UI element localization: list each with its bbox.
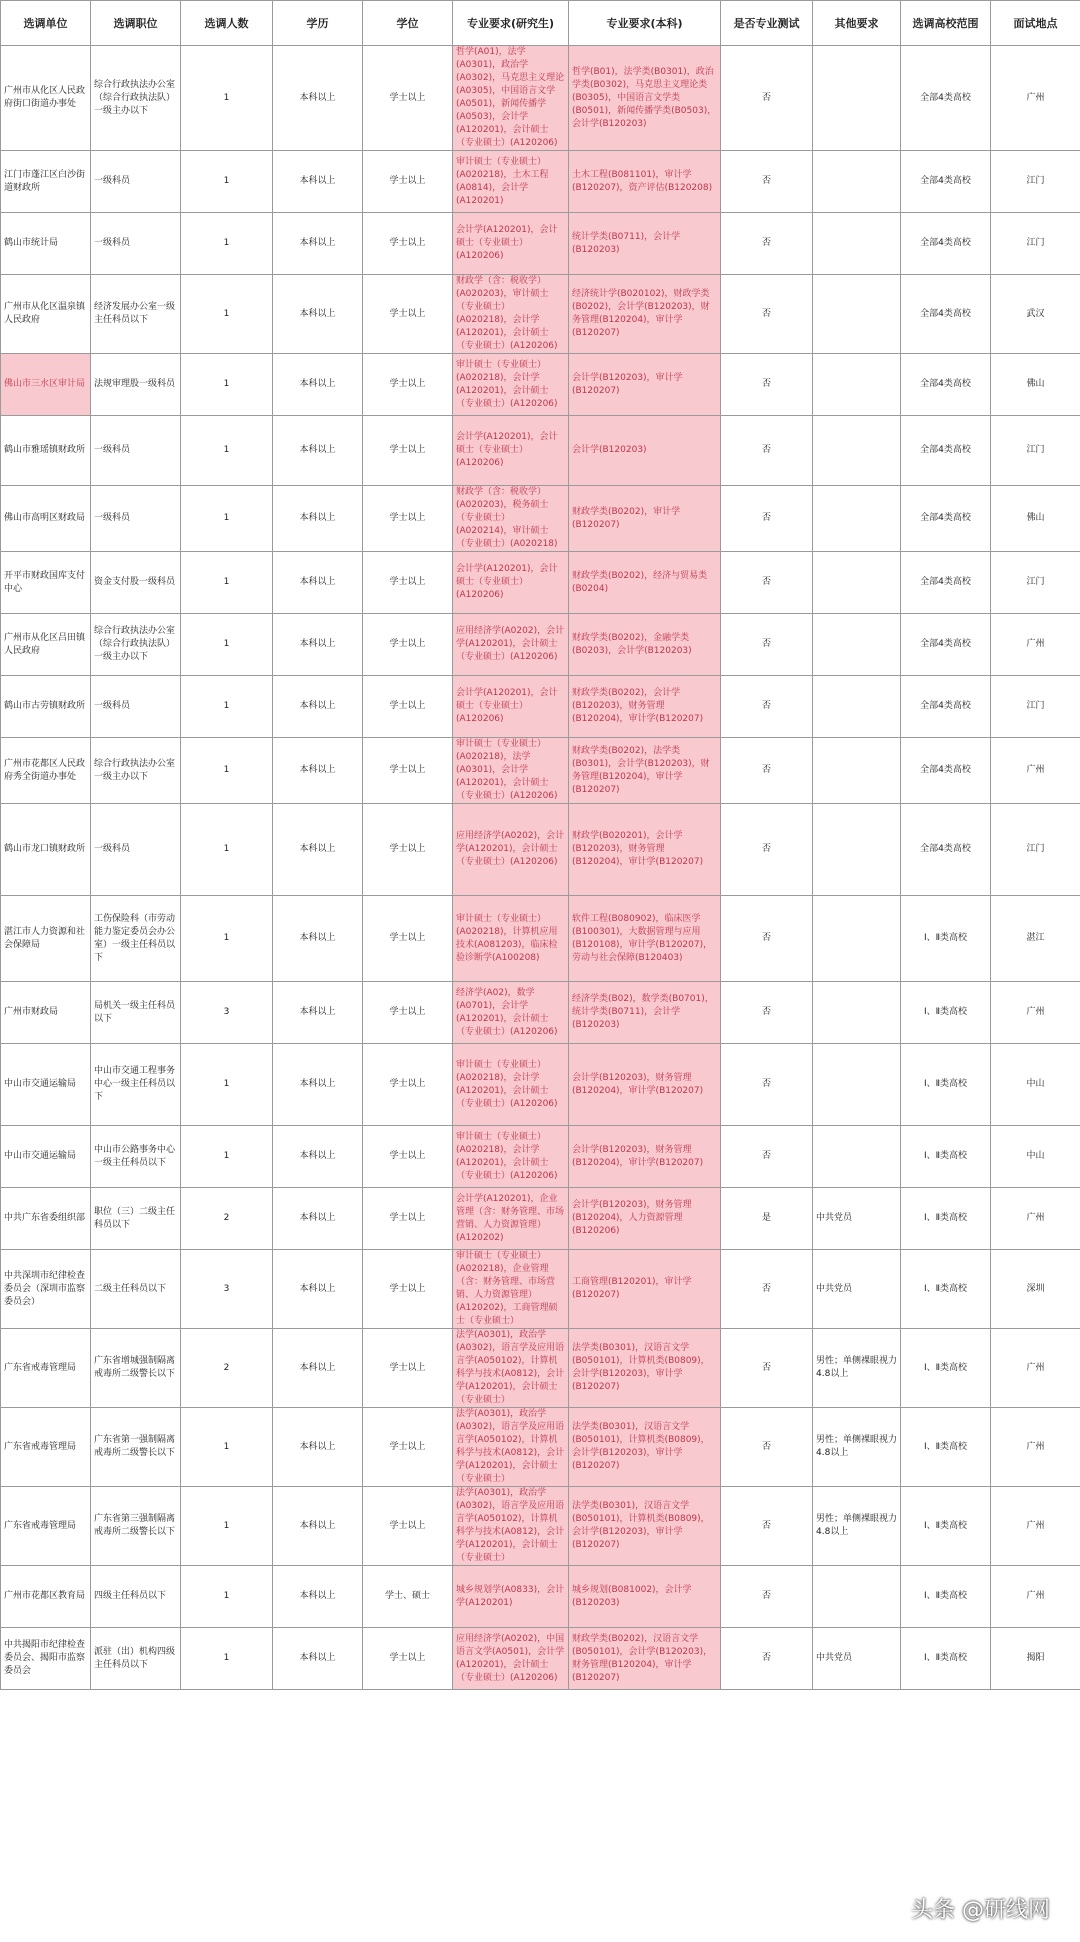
degree-cell: 学士以上 [363, 151, 453, 213]
column-header: 面试地点 [991, 1, 1080, 46]
column-header: 是否专业测试 [721, 1, 813, 46]
table-row [1, 151, 1080, 213]
education-cell: 本科以上 [273, 1487, 363, 1566]
university-scope-cell: Ⅰ、Ⅱ类高校 [901, 1250, 991, 1329]
position-cell: 一级科员 [91, 213, 181, 275]
grad-major-cell: 应用经济学(A0202)，中国语言文学(A0501)，会计学(A120201)，会计硕士（专业硕士）(A120206) [453, 1628, 569, 1690]
other-requirements-cell [813, 804, 901, 896]
major-test-cell: 否 [721, 151, 813, 213]
university-scope-cell: 全部4类高校 [901, 738, 991, 804]
other-requirements-cell: 男性；单侧裸眼视力4.8以上 [813, 1329, 901, 1408]
unit-cell: 开平市财政国库支付中心 [1, 552, 91, 614]
grad-major-cell: 审计硕士（专业硕士）(A020218)，土木工程(A0814)，会计学(A120201) [453, 151, 569, 213]
undergrad-major-cell: 法学类(B0301)，汉语言文学(B050101)，计算机类(B0809)，会计学(B120203)，审计学(B120207) [569, 1408, 721, 1487]
grad-major-cell: 审计硕士（专业硕士）(A020218)，会计学(A120201)，会计硕士（专业硕士）(A120206) [453, 1126, 569, 1188]
grad-major-cell: 审计硕士（专业硕士）(A020218)，法学(A0301)，会计学(A120201)，会计硕士（专业硕士）(A120206) [453, 738, 569, 804]
education-cell: 本科以上 [273, 416, 363, 486]
table-row [1, 614, 1080, 676]
interview-location-cell: 揭阳 [991, 1628, 1080, 1690]
grad-major-cell: 会计学(A120201)，会计硕士（专业硕士）(A120206) [453, 213, 569, 275]
other-requirements-cell [813, 354, 901, 416]
headcount-cell: 1 [181, 416, 273, 486]
table-row [1, 1566, 1080, 1628]
position-cell: 广东省第一强制隔离戒毒所二级警长以下 [91, 1408, 181, 1487]
undergrad-major-cell: 财政学类(B0202)，审计学(B120207) [569, 486, 721, 552]
unit-cell: 鹤山市龙口镇财政所 [1, 804, 91, 896]
education-cell: 本科以上 [273, 46, 363, 151]
undergrad-major-cell: 工商管理(B120201)，审计学(B120207) [569, 1250, 721, 1329]
undergrad-major-cell: 财政学类(B0202)，金融学类(B0203)，会计学(B120203) [569, 614, 721, 676]
position-cell: 工伤保险科（市劳动能力鉴定委员会办公室）一级主任科员以下 [91, 896, 181, 982]
major-test-cell: 否 [721, 1044, 813, 1126]
position-cell: 一级科员 [91, 804, 181, 896]
column-header: 选调职位 [91, 1, 181, 46]
interview-location-cell: 广州 [991, 982, 1080, 1044]
position-cell: 综合行政执法办公室（综合行政执法队）一级主办以下 [91, 614, 181, 676]
university-scope-cell: Ⅰ、Ⅱ类高校 [901, 1408, 991, 1487]
major-test-cell: 否 [721, 1329, 813, 1408]
major-test-cell: 否 [721, 552, 813, 614]
table-row [1, 275, 1080, 354]
position-cell: 综合行政执法办公室一级主办以下 [91, 738, 181, 804]
university-scope-cell: Ⅰ、Ⅱ类高校 [901, 1126, 991, 1188]
interview-location-cell: 武汉 [991, 275, 1080, 354]
grad-major-cell: 会计学(A120201)，会计硕士（专业硕士）(A120206) [453, 552, 569, 614]
interview-location-cell: 江门 [991, 804, 1080, 896]
degree-cell: 学士以上 [363, 213, 453, 275]
grad-major-cell: 法学(A0301)，政治学(A0302)，语言学及应用语言学(A050102)，计算机科学与技术(A0812)，会计学(A120201)，会计硕士（专业硕士） [453, 1408, 569, 1487]
education-cell: 本科以上 [273, 676, 363, 738]
table-row [1, 738, 1080, 804]
unit-cell: 中山市交通运输局 [1, 1126, 91, 1188]
unit-cell: 湛江市人力资源和社会保障局 [1, 896, 91, 982]
headcount-cell: 1 [181, 1566, 273, 1628]
other-requirements-cell: 男性；单侧裸眼视力4.8以上 [813, 1408, 901, 1487]
degree-cell: 学士以上 [363, 896, 453, 982]
undergrad-major-cell: 统计学类(B0711)，会计学(B120203) [569, 213, 721, 275]
other-requirements-cell [813, 416, 901, 486]
undergrad-major-cell: 会计学(B120203)，财务管理(B120204)，审计学(B120207) [569, 1126, 721, 1188]
table-row [1, 1628, 1080, 1690]
headcount-cell: 1 [181, 552, 273, 614]
headcount-cell: 1 [181, 738, 273, 804]
education-cell: 本科以上 [273, 804, 363, 896]
table-row [1, 213, 1080, 275]
major-test-cell: 否 [721, 416, 813, 486]
column-header: 选调人数 [181, 1, 273, 46]
table-row [1, 982, 1080, 1044]
unit-cell: 江门市蓬江区白沙街道财政所 [1, 151, 91, 213]
degree-cell: 学士以上 [363, 1329, 453, 1408]
headcount-cell: 1 [181, 486, 273, 552]
table-row [1, 486, 1080, 552]
headcount-cell: 1 [181, 676, 273, 738]
headcount-cell: 1 [181, 46, 273, 151]
education-cell: 本科以上 [273, 1044, 363, 1126]
university-scope-cell: 全部4类高校 [901, 804, 991, 896]
grad-major-cell: 应用经济学(A0202)，会计学(A120201)，会计硕士（专业硕士）(A120206) [453, 804, 569, 896]
grad-major-cell: 城乡规划学(A0833)，会计学(A120201) [453, 1566, 569, 1628]
interview-location-cell: 中山 [991, 1044, 1080, 1126]
major-test-cell: 是 [721, 1188, 813, 1250]
education-cell: 本科以上 [273, 1126, 363, 1188]
degree-cell: 学士以上 [363, 354, 453, 416]
position-cell: 资金支付股一级科员 [91, 552, 181, 614]
position-cell: 中山市公路事务中心一级主任科员以下 [91, 1126, 181, 1188]
headcount-cell: 1 [181, 354, 273, 416]
interview-location-cell: 广州 [991, 614, 1080, 676]
unit-cell: 广东省戒毒管理局 [1, 1408, 91, 1487]
university-scope-cell: Ⅰ、Ⅱ类高校 [901, 1628, 991, 1690]
major-test-cell: 否 [721, 738, 813, 804]
major-test-cell: 否 [721, 354, 813, 416]
interview-location-cell: 广州 [991, 1188, 1080, 1250]
degree-cell: 学士以上 [363, 46, 453, 151]
unit-cell: 中共广东省委组织部 [1, 1188, 91, 1250]
column-header: 选调单位 [1, 1, 91, 46]
degree-cell: 学士以上 [363, 804, 453, 896]
unit-cell: 广州市从化区人民政府街口街道办事处 [1, 46, 91, 151]
other-requirements-cell [813, 275, 901, 354]
university-scope-cell: 全部4类高校 [901, 552, 991, 614]
university-scope-cell: 全部4类高校 [901, 213, 991, 275]
interview-location-cell: 佛山 [991, 354, 1080, 416]
interview-location-cell: 江门 [991, 676, 1080, 738]
degree-cell: 学士以上 [363, 614, 453, 676]
education-cell: 本科以上 [273, 738, 363, 804]
university-scope-cell: 全部4类高校 [901, 614, 991, 676]
header-row [1, 1, 1080, 46]
university-scope-cell: Ⅰ、Ⅱ类高校 [901, 1188, 991, 1250]
major-test-cell: 否 [721, 676, 813, 738]
position-cell: 二级主任科员以下 [91, 1250, 181, 1329]
undergrad-major-cell: 财政学类(B0202)，经济与贸易类(B0204) [569, 552, 721, 614]
headcount-cell: 1 [181, 213, 273, 275]
other-requirements-cell [813, 1126, 901, 1188]
other-requirements-cell [813, 486, 901, 552]
column-header: 其他要求 [813, 1, 901, 46]
other-requirements-cell: 男性；单侧裸眼视力4.8以上 [813, 1487, 901, 1566]
undergrad-major-cell: 城乡规划(B081002)，会计学(B120203) [569, 1566, 721, 1628]
major-test-cell: 否 [721, 614, 813, 676]
grad-major-cell: 审计硕士（专业硕士）(A020218)，会计学(A120201)，会计硕士（专业硕士）(A120206) [453, 1044, 569, 1126]
major-test-cell: 否 [721, 1408, 813, 1487]
position-cell: 一级科员 [91, 486, 181, 552]
other-requirements-cell [813, 213, 901, 275]
interview-location-cell: 江门 [991, 151, 1080, 213]
unit-cell: 广州市财政局 [1, 982, 91, 1044]
education-cell: 本科以上 [273, 151, 363, 213]
column-header: 选调高校范围 [901, 1, 991, 46]
degree-cell: 学士以上 [363, 738, 453, 804]
interview-location-cell: 广州 [991, 46, 1080, 151]
other-requirements-cell [813, 676, 901, 738]
column-header: 专业要求(研究生) [453, 1, 569, 46]
table-row [1, 416, 1080, 486]
table-row [1, 1188, 1080, 1250]
table-row [1, 676, 1080, 738]
other-requirements-cell [813, 982, 901, 1044]
major-test-cell: 否 [721, 275, 813, 354]
education-cell: 本科以上 [273, 213, 363, 275]
other-requirements-cell [813, 46, 901, 151]
university-scope-cell: 全部4类高校 [901, 676, 991, 738]
interview-location-cell: 广州 [991, 1408, 1080, 1487]
other-requirements-cell: 中共党员 [813, 1250, 901, 1329]
education-cell: 本科以上 [273, 275, 363, 354]
undergrad-major-cell: 会计学(B120203)，财务管理(B120204)，审计学(B120207) [569, 1044, 721, 1126]
degree-cell: 学士以上 [363, 552, 453, 614]
grad-major-cell: 哲学(A01)，法学(A0301)，政治学(A0302)，马克思主义理论(A0305)，中国语言文学(A0501)，新闻传播学(A0503)，会计学(A120201)，会计硕士（专业硕士）(A120206) [453, 46, 569, 151]
undergrad-major-cell: 法学类(B0301)，汉语言文学(B050101)，计算机类(B0809)，会计学(B120203)，审计学(B120207) [569, 1487, 721, 1566]
degree-cell: 学士以上 [363, 1044, 453, 1126]
unit-cell: 广州市花都区教育局 [1, 1566, 91, 1628]
position-cell: 一级科员 [91, 676, 181, 738]
headcount-cell: 3 [181, 982, 273, 1044]
grad-major-cell: 审计硕士（专业硕士）(A020218)，会计学(A120201)，会计硕士（专业硕士）(A120206) [453, 354, 569, 416]
position-cell: 局机关一级主任科员以下 [91, 982, 181, 1044]
grad-major-cell: 会计学(A120201)，会计硕士（专业硕士）(A120206) [453, 676, 569, 738]
degree-cell: 学士以上 [363, 676, 453, 738]
university-scope-cell: 全部4类高校 [901, 354, 991, 416]
table-row [1, 804, 1080, 896]
headcount-cell: 1 [181, 614, 273, 676]
unit-cell: 中共揭阳市纪律检查委员会、揭阳市监察委员会 [1, 1628, 91, 1690]
interview-location-cell: 江门 [991, 552, 1080, 614]
interview-location-cell: 广州 [991, 1329, 1080, 1408]
unit-cell: 鹤山市统计局 [1, 213, 91, 275]
unit-cell: 广州市从化区温泉镇人民政府 [1, 275, 91, 354]
grad-major-cell: 会计学(A120201)，企业管理（含：财务管理、市场营销、人力资源管理）(A120202) [453, 1188, 569, 1250]
undergrad-major-cell: 哲学(B01)，法学类(B0301)，政治学类(B0302)，马克思主义理论类(B0305)，中国语言文学类(B0501)，新闻传播学类(B0503)，会计学(B120203) [569, 46, 721, 151]
position-cell: 职位（三）二级主任科员以下 [91, 1188, 181, 1250]
university-scope-cell: Ⅰ、Ⅱ类高校 [901, 1566, 991, 1628]
undergrad-major-cell: 经济统计学(B020102)，财政学类(B0202)，会计学(B120203)，财务管理(B120204)，审计学(B120207) [569, 275, 721, 354]
interview-location-cell: 广州 [991, 738, 1080, 804]
position-cell: 综合行政执法办公室（综合行政执法队）一级主办以下 [91, 46, 181, 151]
education-cell: 本科以上 [273, 982, 363, 1044]
headcount-cell: 1 [181, 1126, 273, 1188]
position-cell: 经济发展办公室一级主任科员以下 [91, 275, 181, 354]
grad-major-cell: 法学(A0301)，政治学(A0302)，语言学及应用语言学(A050102)，计算机科学与技术(A0812)，会计学(A120201)，会计硕士（专业硕士） [453, 1329, 569, 1408]
undergrad-major-cell: 土木工程(B081101)，审计学(B120207)，资产评估(B120208) [569, 151, 721, 213]
interview-location-cell: 湛江 [991, 896, 1080, 982]
education-cell: 本科以上 [273, 1329, 363, 1408]
undergrad-major-cell: 会计学(B120203) [569, 416, 721, 486]
watermark: 头条 @研线网 [911, 1898, 1050, 1923]
headcount-cell: 1 [181, 1044, 273, 1126]
unit-cell: 广州市花都区人民政府秀全街道办事处 [1, 738, 91, 804]
other-requirements-cell [813, 1566, 901, 1628]
table-row [1, 46, 1080, 151]
undergrad-major-cell: 财政学类(B0202)，会计学(B120203)，财务管理(B120204)，审计学(B120207) [569, 676, 721, 738]
headcount-cell: 1 [181, 1487, 273, 1566]
interview-location-cell: 江门 [991, 416, 1080, 486]
undergrad-major-cell: 财政学(B020201)，会计学(B120203)，财务管理(B120204)，审计学(B120207) [569, 804, 721, 896]
degree-cell: 学士、硕士 [363, 1566, 453, 1628]
university-scope-cell: 全部4类高校 [901, 275, 991, 354]
education-cell: 本科以上 [273, 354, 363, 416]
degree-cell: 学士以上 [363, 1188, 453, 1250]
major-test-cell: 否 [721, 804, 813, 896]
major-test-cell: 否 [721, 1487, 813, 1566]
university-scope-cell: Ⅰ、Ⅱ类高校 [901, 1044, 991, 1126]
position-cell: 广东省增城强制隔离戒毒所二级警长以下 [91, 1329, 181, 1408]
column-header: 专业要求(本科) [569, 1, 721, 46]
major-test-cell: 否 [721, 982, 813, 1044]
degree-cell: 学士以上 [363, 1408, 453, 1487]
unit-cell: 广东省戒毒管理局 [1, 1487, 91, 1566]
degree-cell: 学士以上 [363, 486, 453, 552]
other-requirements-cell [813, 552, 901, 614]
degree-cell: 学士以上 [363, 982, 453, 1044]
interview-location-cell: 佛山 [991, 486, 1080, 552]
table-row [1, 552, 1080, 614]
education-cell: 本科以上 [273, 614, 363, 676]
unit-cell: 广州市从化区吕田镇人民政府 [1, 614, 91, 676]
degree-cell: 学士以上 [363, 416, 453, 486]
major-test-cell: 否 [721, 213, 813, 275]
other-requirements-cell [813, 738, 901, 804]
headcount-cell: 1 [181, 151, 273, 213]
university-scope-cell: Ⅰ、Ⅱ类高校 [901, 1329, 991, 1408]
university-scope-cell: Ⅰ、Ⅱ类高校 [901, 1487, 991, 1566]
education-cell: 本科以上 [273, 486, 363, 552]
table-row [1, 1487, 1080, 1566]
grad-major-cell: 经济学(A02)，数学(A0701)，会计学(A120201)，会计硕士（专业硕士）(A120206) [453, 982, 569, 1044]
column-header: 学位 [363, 1, 453, 46]
headcount-cell: 2 [181, 1188, 273, 1250]
table-row [1, 896, 1080, 982]
undergrad-major-cell: 法学类(B0301)，汉语言文学(B050101)，计算机类(B0809)，会计学(B120203)，审计学(B120207) [569, 1329, 721, 1408]
other-requirements-cell [813, 614, 901, 676]
position-cell: 中山市交通工程事务中心一级主任科员以下 [91, 1044, 181, 1126]
headcount-cell: 1 [181, 804, 273, 896]
unit-cell: 佛山市高明区财政局 [1, 486, 91, 552]
major-test-cell: 否 [721, 1250, 813, 1329]
unit-cell: 佛山市三水区审计局 [1, 354, 91, 416]
university-scope-cell: 全部4类高校 [901, 416, 991, 486]
degree-cell: 学士以上 [363, 1628, 453, 1690]
degree-cell: 学士以上 [363, 1487, 453, 1566]
degree-cell: 学士以上 [363, 275, 453, 354]
headcount-cell: 1 [181, 896, 273, 982]
other-requirements-cell [813, 151, 901, 213]
undergrad-major-cell: 财政学类(B0202)，汉语言文学(B050101)，会计学(B120203)，财务管理(B120204)，审计学(B120207) [569, 1628, 721, 1690]
position-cell: 四级主任科员以下 [91, 1566, 181, 1628]
university-scope-cell: 全部4类高校 [901, 486, 991, 552]
major-test-cell: 否 [721, 1566, 813, 1628]
university-scope-cell: 全部4类高校 [901, 151, 991, 213]
interview-location-cell: 中山 [991, 1126, 1080, 1188]
university-scope-cell: 全部4类高校 [901, 46, 991, 151]
unit-cell: 广东省戒毒管理局 [1, 1329, 91, 1408]
unit-cell: 鹤山市古劳镇财政所 [1, 676, 91, 738]
other-requirements-cell: 中共党员 [813, 1188, 901, 1250]
headcount-cell: 1 [181, 1628, 273, 1690]
grad-major-cell: 法学(A0301)，政治学(A0302)，语言学及应用语言学(A050102)，计算机科学与技术(A0812)，会计学(A120201)，会计硕士（专业硕士） [453, 1487, 569, 1566]
headcount-cell: 3 [181, 1250, 273, 1329]
undergrad-major-cell: 会计学(B120203)，财务管理(B120204)，人力资源管理(B120206) [569, 1188, 721, 1250]
other-requirements-cell [813, 896, 901, 982]
unit-cell: 中山市交通运输局 [1, 1044, 91, 1126]
table-row [1, 1044, 1080, 1126]
table-row [1, 1250, 1080, 1329]
grad-major-cell: 财政学（含：税收学）(A020203)，税务硕士（专业硕士）(A020214)，审计硕士（专业硕士）(A020218) [453, 486, 569, 552]
undergrad-major-cell: 软件工程(B080902)，临床医学(B100301)，大数据管理与应用(B120108)，审计学(B120207)，劳动与社会保障(B120403) [569, 896, 721, 982]
grad-major-cell: 审计硕士（专业硕士）(A020218)，企业管理（含：财务管理、市场营销、人力资源管理）(A120202)，工商管理硕士（专业硕士） [453, 1250, 569, 1329]
major-test-cell: 否 [721, 1126, 813, 1188]
grad-major-cell: 财政学（含：税收学）(A020203)，审计硕士（专业硕士）(A020218)，会计学(A120201)，会计硕士（专业硕士）(A120206) [453, 275, 569, 354]
table-row [1, 1329, 1080, 1408]
interview-location-cell: 广州 [991, 1487, 1080, 1566]
column-header: 学历 [273, 1, 363, 46]
position-cell: 法规审理股一级科员 [91, 354, 181, 416]
other-requirements-cell [813, 1044, 901, 1126]
education-cell: 本科以上 [273, 896, 363, 982]
degree-cell: 学士以上 [363, 1250, 453, 1329]
major-test-cell: 否 [721, 896, 813, 982]
position-cell: 派驻（出）机构四级主任科员以下 [91, 1628, 181, 1690]
headcount-cell: 1 [181, 275, 273, 354]
other-requirements-cell: 中共党员 [813, 1628, 901, 1690]
education-cell: 本科以上 [273, 1566, 363, 1628]
education-cell: 本科以上 [273, 552, 363, 614]
education-cell: 本科以上 [273, 1408, 363, 1487]
position-cell: 一级科员 [91, 151, 181, 213]
interview-location-cell: 深圳 [991, 1250, 1080, 1329]
education-cell: 本科以上 [273, 1250, 363, 1329]
table-row [1, 1408, 1080, 1487]
major-test-cell: 否 [721, 486, 813, 552]
unit-cell: 中共深圳市纪律检查委员会（深圳市监察委员会） [1, 1250, 91, 1329]
education-cell: 本科以上 [273, 1188, 363, 1250]
headcount-cell: 2 [181, 1329, 273, 1408]
grad-major-cell: 会计学(A120201)，会计硕士（专业硕士）(A120206) [453, 416, 569, 486]
position-cell: 一级科员 [91, 416, 181, 486]
table-row [1, 1126, 1080, 1188]
undergrad-major-cell: 财政学类(B0202)，法学类(B0301)，会计学(B120203)，财务管理(B120204)，审计学(B120207) [569, 738, 721, 804]
university-scope-cell: Ⅰ、Ⅱ类高校 [901, 896, 991, 982]
headcount-cell: 1 [181, 1408, 273, 1487]
undergrad-major-cell: 经济学类(B02)，数学类(B0701)，统计学类(B0711)，会计学(B120203) [569, 982, 721, 1044]
undergrad-major-cell: 会计学(B120203)，审计学(B120207) [569, 354, 721, 416]
education-cell: 本科以上 [273, 1628, 363, 1690]
interview-location-cell: 广州 [991, 1566, 1080, 1628]
position-cell: 广东省第三强制隔离戒毒所二级警长以下 [91, 1487, 181, 1566]
degree-cell: 学士以上 [363, 1126, 453, 1188]
table-row [1, 354, 1080, 416]
major-test-cell: 否 [721, 46, 813, 151]
grad-major-cell: 应用经济学(A0202)，会计学(A120201)，会计硕士（专业硕士）(A120206) [453, 614, 569, 676]
university-scope-cell: Ⅰ、Ⅱ类高校 [901, 982, 991, 1044]
major-test-cell: 否 [721, 1628, 813, 1690]
unit-cell: 鹤山市雅瑶镇财政所 [1, 416, 91, 486]
interview-location-cell: 江门 [991, 213, 1080, 275]
grad-major-cell: 审计硕士（专业硕士）(A020218)，计算机应用技术(A081203)，临床检验诊断学(A100208) [453, 896, 569, 982]
